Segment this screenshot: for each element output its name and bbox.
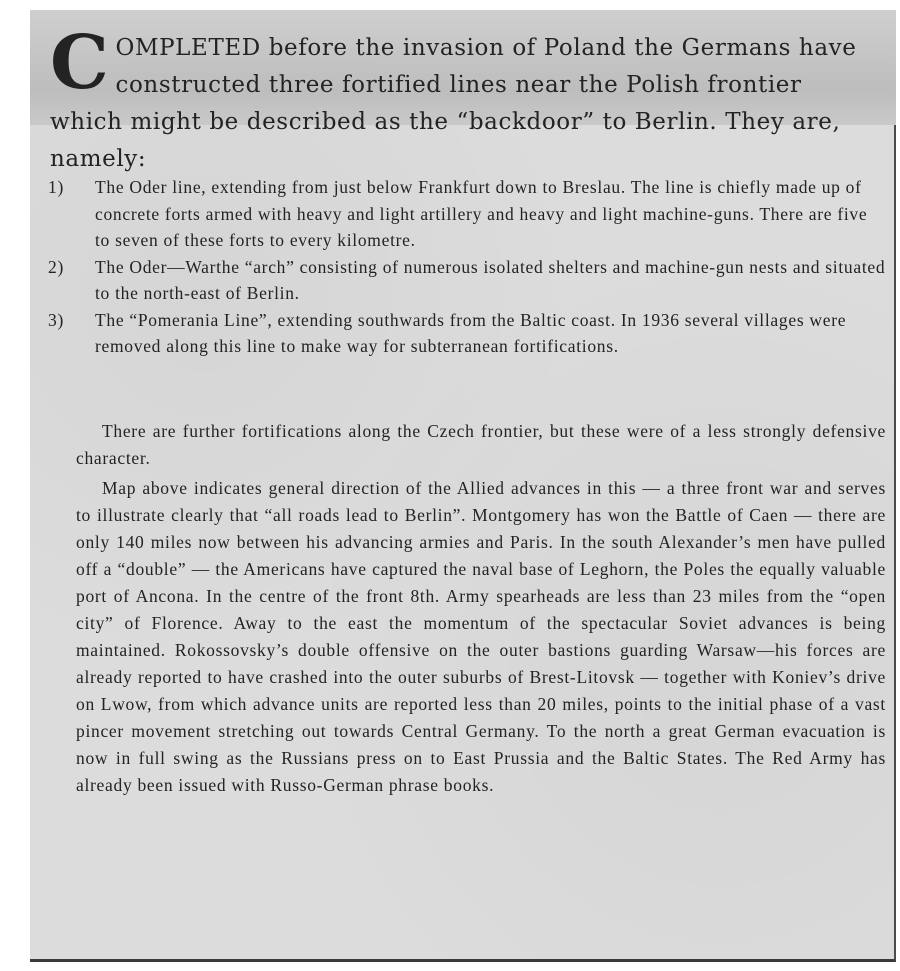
body-paragraphs	[76, 418, 886, 799]
list-item	[48, 254, 886, 307]
intro-text: OMPLETED before the invasion of Poland the Germans have constructed three fortified lines near the Polish frontier which might be described as the “backdoor” to Berlin. They are, namely:	[50, 35, 857, 172]
newspaper-clipping	[30, 10, 896, 962]
list-item-text: The “Pomerania Line”, extending southwards from the Baltic coast. In 1936 several villages were removed along this line to make way for subterranean fortifications.	[95, 309, 847, 356]
list-item-text: The Oder line, extending from just below Frankfurt down to Breslau. The line is chiefly made up of concrete forts armed with heavy and light artillery and heavy and light machine-guns. There are five to seven of these forts to every kilometre.	[95, 177, 868, 250]
list-number: 2)	[48, 256, 64, 277]
drop-cap: C	[50, 20, 110, 106]
list-item	[48, 307, 886, 360]
list-number: 3)	[48, 309, 64, 330]
paragraph: Map above indicates general direction of the Allied advances in this — a three front war and serves to illustrate clearly that “all roads lead to Berlin”. Montgomery has won the Battle of Caen — there are only 140 miles now between his advancing armies and Paris. In the south Alexander’s men have pulled off a “double” — the Americans have captured the naval base of Leghorn, the Poles the equally valuable port of Ancona. In the centre of the front 8th. Army spearheads are less than 23 miles from the “open city” of Florence. Away to the east the momentum of the spectacular Soviet advances is being maintained. Rokossovsky’s double offensive on the outer bastions guarding Warsaw—his forces are already reported to have crashed into the outer suburbs of Brest-Litovsk — together with Koniev’s drive on Lwow, from which advance units are reported less than 20 miles, points to the initial phase of a vast pincer movement stretching out towards Central Germany. To the north a great German evacuation is now in full swing as the Russians press on to East Prussia and the Baltic States. The Red Army has already been issued with Russo-German phrase books.	[76, 478, 886, 795]
fortified-lines-list	[48, 174, 886, 360]
list-number: 1)	[48, 177, 64, 197]
list-item	[48, 174, 886, 254]
intro-paragraph	[50, 20, 880, 178]
list-item-text: The Oder—Warthe “arch” consisting of numerous isolated shelters and machine-gun nests and situated to the north-east of Berlin.	[95, 256, 886, 303]
paragraph: There are further fortifications along the Czech frontier, but these were of a less strongly defensive character.	[76, 421, 886, 468]
